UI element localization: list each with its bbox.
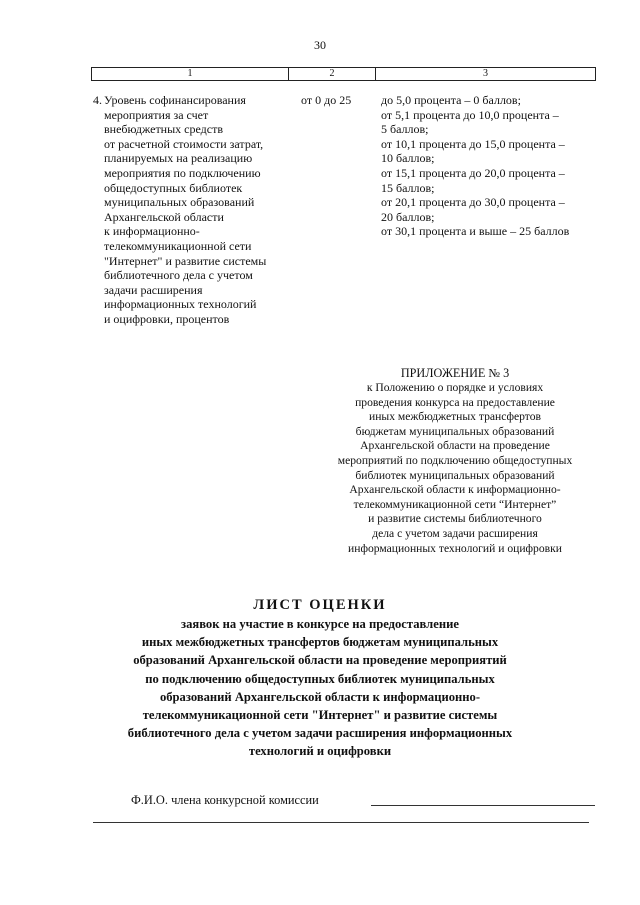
table-header-col-3: 3 (483, 68, 488, 79)
criterion-range: от 0 до 25 (301, 93, 352, 107)
criterion-description: Уровень софинансирования мероприятия за счет внебюджетных средств от расчетной стоимости затрат, планируемых на реализацию мероприятия по подключению общедоступных библиотек муниципальных образований Архангельской области к информационно- телекоммуникационной сети "Интернет" и развитие системы библиотечного дела с учетом задачи расширения информационных технологий и оцифровки, процентов (104, 93, 267, 326)
table-header-col-2: 2 (289, 68, 376, 80)
commission-member-label: Ф.И.О. члена конкурсной комиссии (131, 793, 319, 807)
appendix-body: к Положению о порядке и условиях проведения конкурса на предоставление иных межбюджетных трансфертов бюджетам муниципальных образований Архангельской области на проведение мероприятий по подключению общедоступных библиотек муниципальных образований Архангельской области к информационно- телекоммуникационной сети “Интернет” и развитие системы библиотечного дела с учетом задачи расширения информационных технологий и оцифровки (337, 381, 573, 555)
table-header-row (91, 67, 596, 81)
sheet-subtitle: заявок на участие в конкурсе на предоставление иных межбюджетных трансфертов бюджетам муниципальных образований Архангельской области на проведение мероприятий по подключению общедоступных библиотек муниципальных образований Архангельской области к информационно- телекоммуникационной сети "Интернет" и развитие системы библиотечного дела с учетом задачи расширения информационных технологий и оцифровки (127, 617, 513, 759)
page-number: 30 (314, 38, 326, 52)
table-header-col-1: 1 (92, 68, 289, 80)
sheet-title: ЛИСТ ОЦЕНКИ (253, 597, 387, 613)
criterion-scores: до 5,0 процента – 0 баллов; от 5,1 процента до 10,0 процента – 5 баллов; от 10,1 процента до 15,0 процента – 10 баллов; от 15,1 процента до 20,0 процента – 15 баллов; от 20,1 процента до 30,0 процента – 20 баллов; от 30,1 процента и выше – 25 баллов (381, 93, 570, 239)
appendix-title: ПРИЛОЖЕНИЕ № 3 (400, 366, 510, 380)
criterion-number: 4. (93, 93, 102, 107)
signature-line[interactable] (93, 822, 589, 823)
commission-member-name-field[interactable] (371, 805, 595, 806)
